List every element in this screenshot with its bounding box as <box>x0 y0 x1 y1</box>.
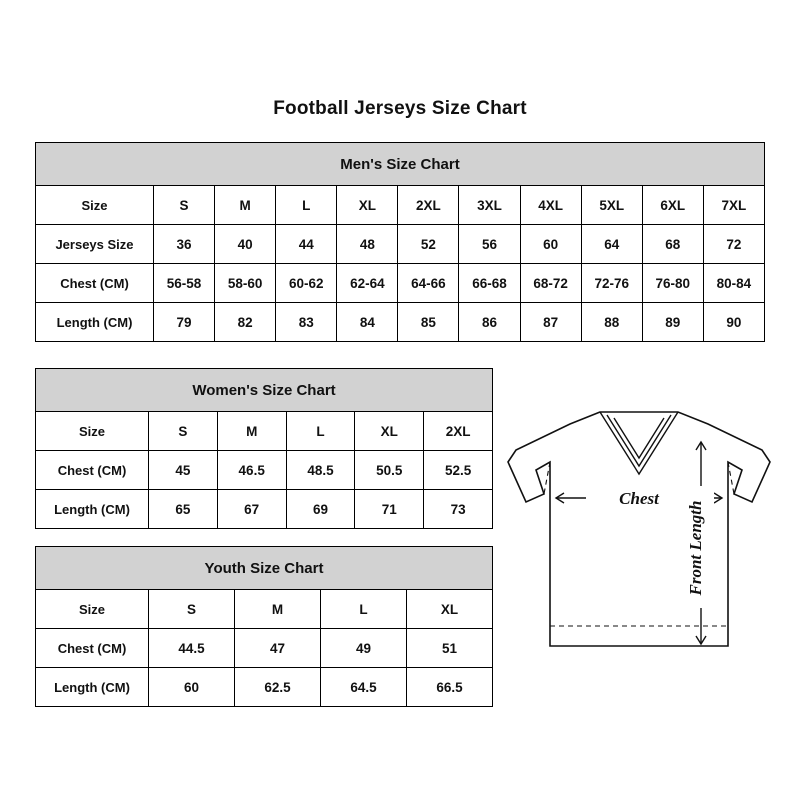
cell: 84 <box>337 303 398 342</box>
cell: 65 <box>149 490 218 529</box>
collar-v-neck <box>600 412 678 474</box>
mens-section-header: Men's Size Chart <box>36 143 765 186</box>
row-label: Chest (CM) <box>36 451 149 490</box>
row-label: Size <box>36 412 149 451</box>
table-section-header-row <box>36 143 765 186</box>
cell: 47 <box>235 629 321 668</box>
cell: 80-84 <box>703 264 764 303</box>
cell: 85 <box>398 303 459 342</box>
cell: 46.5 <box>217 451 286 490</box>
cell: 2XL <box>424 412 493 451</box>
cell: 88 <box>581 303 642 342</box>
cell: 3XL <box>459 186 520 225</box>
cell: 66-68 <box>459 264 520 303</box>
cell: 2XL <box>398 186 459 225</box>
cell: 83 <box>276 303 337 342</box>
cell: 76-80 <box>642 264 703 303</box>
cell: 52 <box>398 225 459 264</box>
cell: M <box>215 186 276 225</box>
table-row <box>36 264 765 303</box>
cell: 79 <box>154 303 215 342</box>
cell: 89 <box>642 303 703 342</box>
row-label: Size <box>36 590 149 629</box>
cell: XL <box>407 590 493 629</box>
cell: S <box>154 186 215 225</box>
cell: 60 <box>520 225 581 264</box>
cell: 67 <box>217 490 286 529</box>
front-length-label: Front Length <box>686 500 705 596</box>
cell: 49 <box>321 629 407 668</box>
cell: 64 <box>581 225 642 264</box>
table-section-header-row <box>36 369 493 412</box>
cell: 45 <box>149 451 218 490</box>
cell: 87 <box>520 303 581 342</box>
cell: 48 <box>337 225 398 264</box>
cell: 5XL <box>581 186 642 225</box>
cell: S <box>149 412 218 451</box>
cell: 72-76 <box>581 264 642 303</box>
table-row <box>36 451 493 490</box>
mens-size-chart <box>35 142 765 342</box>
cell: M <box>235 590 321 629</box>
womens-section-header: Women's Size Chart <box>36 369 493 412</box>
youth-section-header: Youth Size Chart <box>36 547 493 590</box>
cell: 6XL <box>642 186 703 225</box>
cell: 7XL <box>703 186 764 225</box>
table-row <box>36 490 493 529</box>
row-label: Chest (CM) <box>36 629 149 668</box>
cell: 90 <box>703 303 764 342</box>
table-row <box>36 186 765 225</box>
cell: 50.5 <box>355 451 424 490</box>
mens-size-table <box>35 142 765 342</box>
table-row <box>36 668 493 707</box>
table-row <box>36 303 765 342</box>
row-label: Chest (CM) <box>36 264 154 303</box>
table-row <box>36 629 493 668</box>
table-row <box>36 225 765 264</box>
cell: 64-66 <box>398 264 459 303</box>
cell: 66.5 <box>407 668 493 707</box>
cell: 72 <box>703 225 764 264</box>
cell: 68-72 <box>520 264 581 303</box>
row-label: Size <box>36 186 154 225</box>
cell: XL <box>337 186 398 225</box>
cell: M <box>217 412 286 451</box>
cell: 48.5 <box>286 451 355 490</box>
cell: L <box>276 186 337 225</box>
cell: 60 <box>149 668 235 707</box>
cell: L <box>286 412 355 451</box>
cell: 82 <box>215 303 276 342</box>
cell: 62.5 <box>235 668 321 707</box>
tshirt-outline <box>508 412 770 646</box>
womens-size-table <box>35 368 493 529</box>
womens-size-chart <box>35 368 493 529</box>
table-section-header-row <box>36 547 493 590</box>
cell: 69 <box>286 490 355 529</box>
cell: 60-62 <box>276 264 337 303</box>
cell: 44.5 <box>149 629 235 668</box>
cell: 56-58 <box>154 264 215 303</box>
chest-label: Chest <box>619 489 659 508</box>
row-label: Length (CM) <box>36 668 149 707</box>
cell: 58-60 <box>215 264 276 303</box>
cell: 56 <box>459 225 520 264</box>
cell: 51 <box>407 629 493 668</box>
cell: S <box>149 590 235 629</box>
cell: 68 <box>642 225 703 264</box>
youth-size-chart <box>35 546 493 707</box>
cell: 4XL <box>520 186 581 225</box>
tshirt-measurement-diagram <box>500 398 790 698</box>
cell: 40 <box>215 225 276 264</box>
cell: 64.5 <box>321 668 407 707</box>
row-label: Jerseys Size <box>36 225 154 264</box>
table-row <box>36 590 493 629</box>
cell: 36 <box>154 225 215 264</box>
cell: 73 <box>424 490 493 529</box>
cell: 71 <box>355 490 424 529</box>
cell: L <box>321 590 407 629</box>
row-label: Length (CM) <box>36 490 149 529</box>
cell: 86 <box>459 303 520 342</box>
cell: 62-64 <box>337 264 398 303</box>
cell: XL <box>355 412 424 451</box>
cell: 52.5 <box>424 451 493 490</box>
page-title: Football Jerseys Size Chart <box>273 98 527 119</box>
cell: 44 <box>276 225 337 264</box>
table-row <box>36 412 493 451</box>
youth-size-table <box>35 546 493 707</box>
row-label: Length (CM) <box>36 303 154 342</box>
